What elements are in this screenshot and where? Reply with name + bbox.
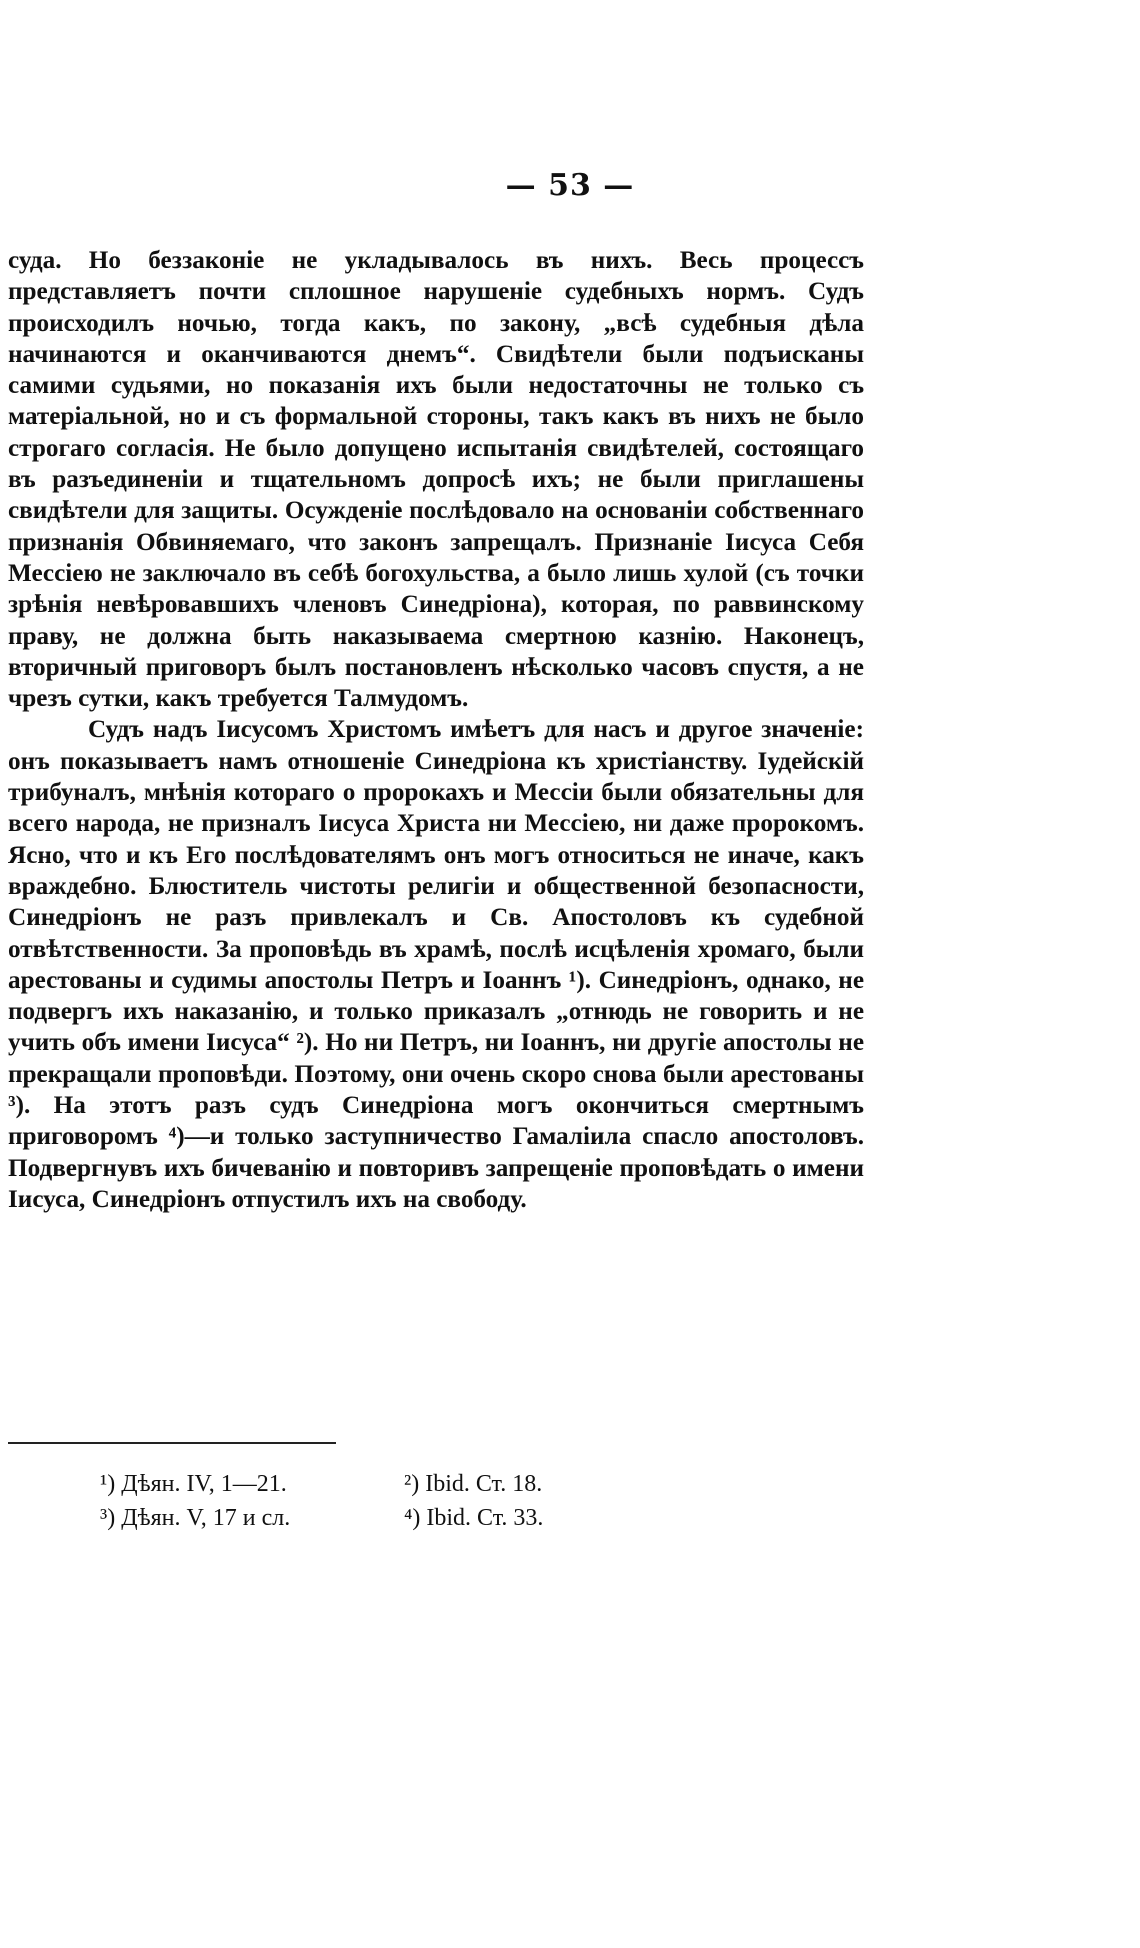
footnote-ref-4: ⁴	[168, 1123, 177, 1151]
footnote-ref-2: ²	[296, 1029, 304, 1057]
footnote-divider	[8, 1442, 336, 1444]
body-text	[8, 245, 864, 1215]
footnote-row	[100, 1501, 800, 1535]
footnote-mark: ⁴	[404, 1505, 413, 1531]
footnote-mark: ³	[100, 1505, 108, 1531]
footnote-mark: ¹	[100, 1471, 108, 1497]
footnote-3	[100, 1501, 404, 1535]
footnotes	[100, 1467, 800, 1535]
footnote-1	[100, 1467, 404, 1501]
footnote-text: ) Ibid. Ст. 18.	[411, 1471, 543, 1497]
paragraph-2-text-1: Судъ надъ Іисусомъ Христомъ имѣетъ для насъ и другое значеніе: онъ показываетъ намъ отношеніе Синедріона къ христіанству. Іудейскій трибуналъ, мнѣнія котораго о пророкахъ и Мессіи были обязательны для всего народа, не призналъ Іисуса Христа ни Мессіею, ни даже пророкомъ. Ясно, что и къ Его послѣдователямъ онъ могъ относиться не иначе, какъ враждебно. Блюститель чистоты религіи и общественной безопасности, Синедріонъ не разъ привлекалъ и Св. Апостоловъ къ судебной отвѣтственности. За проповѣдь въ храмѣ, послѣ исцѣленія хромаго, были арестованы и судимы апостолы Петръ и Іоаннъ	[8, 716, 864, 994]
footnote-row	[100, 1467, 800, 1501]
footnote-ref-3: ³	[8, 1092, 16, 1120]
paragraph-2	[8, 714, 864, 1215]
footnote-2	[404, 1467, 800, 1501]
footnote-text: ) Ibid. Ст. 33.	[412, 1505, 544, 1531]
paragraph-2-text-2: ). Синедріонъ, однако, не подвергъ ихъ наказанію, и только приказалъ „отнюдь не говорить и не учить объ имени Іисуса“	[8, 966, 865, 1057]
paragraph-1: суда. Но беззаконіе не укладывалось въ нихъ. Весь процессъ представляетъ почти сплошное нарушеніе судебныхъ нормъ. Судъ происходилъ ночью, тогда какъ, по закону, „всѣ судебныя дѣла начинаются и оканчиваются днемъ“. Свидѣтели были подъисканы самими судьями, но показанія ихъ были недостаточны не только съ матеріальной, но и съ формальной стороны, такъ какъ въ нихъ не было строгаго согласія. Не было допущено испытанія свидѣтелей, состоящаго въ разъединеніи и тщательномъ допросѣ ихъ; не были приглашены свидѣтели для защиты. Осужденіе послѣдовало на основаніи собственнаго признанія Обвиняемаго, что законъ запрещалъ. Признаніе Іисуса Себя Мессіею не заключало въ себѣ богохульства, а было лишь хулой (съ точки зрѣнія невѣровавшихъ членовъ Синедріона), которая, по раввинскому праву, не должна быть наказываема смертною казнію. Наконецъ, вторичный приговоръ былъ постановленъ нѣсколько часовъ спустя, а не чрезъ сутки, какъ требуется Талмудомъ.	[8, 247, 864, 713]
footnote-4	[404, 1501, 800, 1535]
paragraph-2-text-5: )—и только заступничество Гамаліила спасло апостоловъ. Подвергнувъ ихъ бичеванію и повторивъ запрещеніе проповѣдать о имени Іисуса, Синедріонъ отпустилъ ихъ на свободу.	[8, 1123, 865, 1213]
footnote-text: ) Дѣян. V, 17 и сл.	[107, 1505, 291, 1531]
paragraph-2-text-4: ). На этотъ разъ судъ Синедріона могъ окончиться смертнымъ приговоромъ	[8, 1092, 864, 1151]
footnote-text: ) Дѣян. IV, 1—21.	[107, 1471, 287, 1497]
footnote-ref-1: ¹	[568, 966, 577, 994]
page-number: — 53 —	[505, 168, 635, 203]
paragraph-2-text-3: ). Но ни Петръ, ни Іоаннъ, ни другіе апостолы не прекращали проповѣди. Поэтому, они очень скоро снова были арестованы	[8, 1029, 865, 1088]
footnote-mark: ²	[404, 1471, 412, 1497]
